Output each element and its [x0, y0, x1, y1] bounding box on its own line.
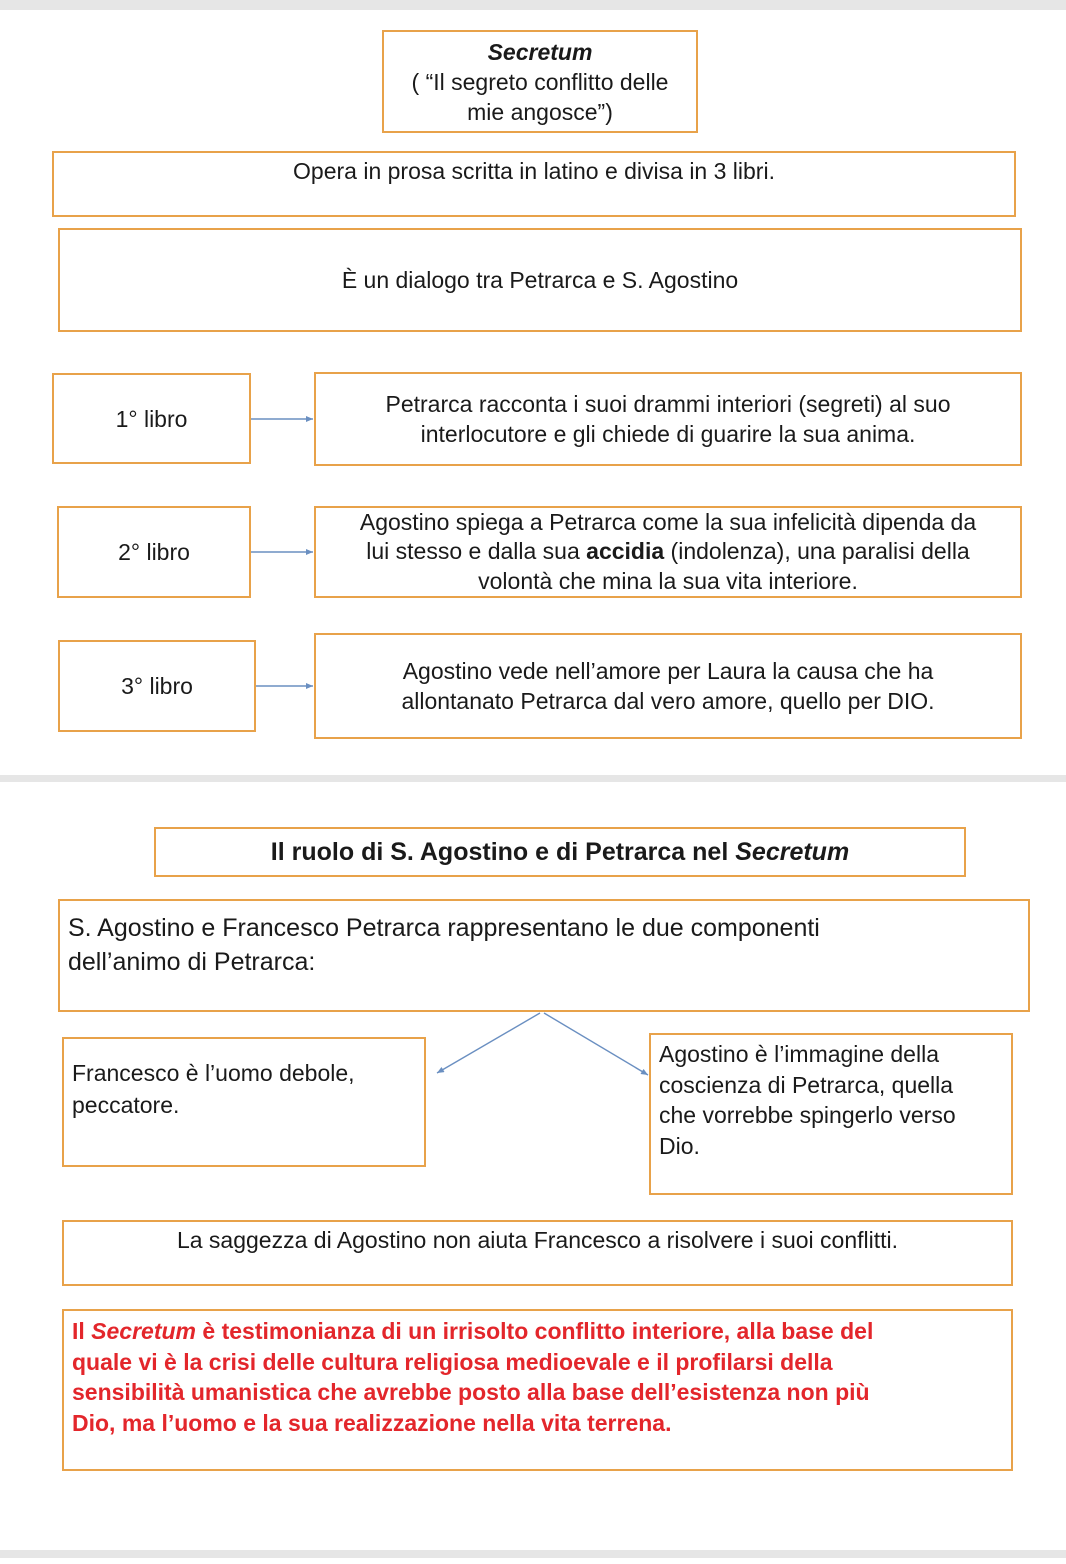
intro-box [52, 151, 1016, 217]
book2-desc-line1: Agostino spiega a Petrarca come la sua infelicità dipenda da [359, 508, 977, 535]
components-line1: S. Agostino e Francesco Petrarca rappresentano le due componenti [68, 914, 820, 942]
francesco-line1: Francesco è l’uomo debole, [72, 1060, 355, 1086]
top-separator [0, 0, 1066, 10]
conclusion-line3: sensibilità umanistica che avrebbe posto alla base dell’esistenza non più [72, 1379, 870, 1405]
bottom-separator [0, 1550, 1066, 1558]
conclusion-line1-rest: è testimonianza di un irrisolto conflitto interiore, alla base del [196, 1318, 874, 1344]
dialogue-text: È un dialogo tra Petrarca e S. Agostino [341, 267, 739, 293]
book3-desc-box [314, 633, 1022, 739]
role-title-text: Il ruolo di S. Agostino e di Petrarca nel [270, 838, 736, 866]
conclusion-box [62, 1309, 1013, 1471]
book1-label-box [52, 373, 251, 464]
secretum-subtitle-line2: mie angosce”) [467, 98, 613, 125]
book2-desc-box [314, 506, 1022, 598]
agostino-line2: coscienza di Petrarca, quella [659, 1071, 954, 1098]
book1-desc-box [314, 372, 1022, 466]
conclusion-line4: Dio, ma l’uomo e la sua realizzazione nella vita terrena. [72, 1409, 672, 1436]
conclusion-pre: Il [72, 1318, 92, 1344]
arrow-to-francesco [437, 1013, 540, 1073]
arrow-to-agostino [544, 1013, 648, 1075]
book2-label-box [57, 506, 251, 598]
book3-label: 3° libro [121, 673, 193, 699]
francesco-box [62, 1037, 426, 1167]
book2-desc-line2-post: (indolenza), una paralisi della [664, 538, 970, 565]
conclusion-line2: quale vi è la crisi delle cultura religiosa medioevale e il profilarsi della [72, 1348, 833, 1375]
conclusion-line1 [72, 1316, 873, 1347]
middle-separator [0, 775, 1066, 782]
agostino-line1: Agostino è l’immagine della [659, 1041, 939, 1067]
secretum-title: Secretum [487, 38, 593, 65]
wisdom-text: La saggezza di Agostino non aiuta Francesco a risolvere i suoi conflitti. [176, 1227, 899, 1253]
role-title [271, 837, 849, 867]
secretum-subtitle-line1: ( “Il segreto conflitto delle [411, 68, 669, 95]
role-title-em: Secretum [735, 838, 850, 866]
agostino-box [649, 1033, 1013, 1195]
intro-text: Opera in prosa scritta in latino e divisa in 3 libri. [293, 158, 775, 184]
book2-desc-line2-pre: lui stesso e dalla sua [366, 538, 587, 565]
francesco-line2: peccatore. [72, 1092, 180, 1118]
secretum-title-box [382, 30, 698, 133]
components-box [58, 899, 1030, 1012]
accidia-term: accidia [586, 538, 665, 565]
book2-desc-line3: volontà che mina la sua vita interiore. [478, 567, 858, 594]
book2-desc-line2 [366, 537, 969, 567]
book1-desc-line1: Petrarca racconta i suoi drammi interiori (segreti) al suo [385, 391, 951, 417]
conclusion-em: Secretum [91, 1318, 196, 1344]
role-title-box [154, 827, 966, 877]
dialogue-box [58, 228, 1022, 332]
book3-label-box [58, 640, 256, 732]
book1-desc-line2: interlocutore e gli chiede di guarire la sua anima. [420, 421, 916, 447]
agostino-line3: che vorrebbe spingerlo verso [659, 1102, 956, 1128]
book1-label: 1° libro [115, 405, 188, 432]
book3-desc-line1: Agostino vede nell’amore per Laura la causa che ha [402, 658, 934, 684]
book3-desc-line2: allontanato Petrarca dal vero amore, quello per DIO. [401, 688, 935, 714]
components-line2: dell’animo di Petrarca: [68, 948, 316, 976]
agostino-line4: Dio. [659, 1132, 700, 1159]
wisdom-box [62, 1220, 1013, 1286]
book2-label: 2° libro [118, 539, 190, 565]
